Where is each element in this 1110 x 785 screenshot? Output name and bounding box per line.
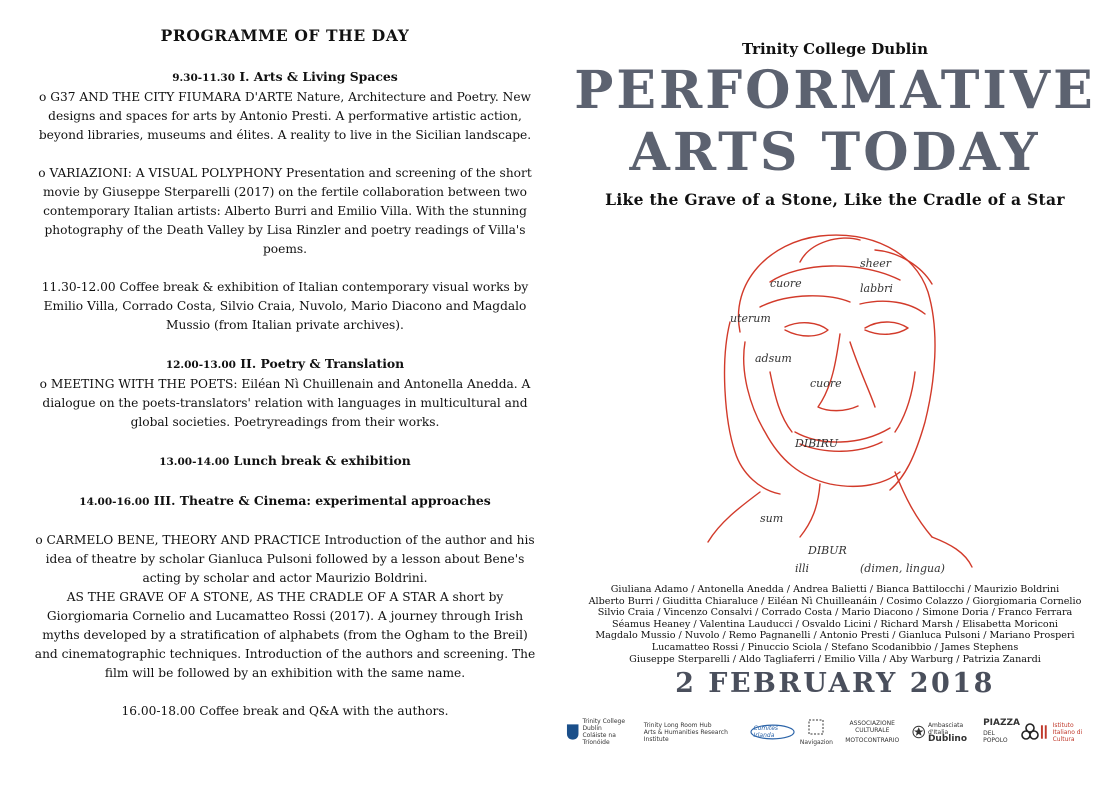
sketch-word-4: DIBUR [808,544,847,557]
sketch-word-10: adsum [755,352,792,365]
sponsor-logos [566,714,1104,750]
poster-title-line-1: PERFORMATIVE [574,60,1096,121]
session-2-item-1: o MEETING WITH THE POETS: Eiléan Nì Chuillenain and Antonella Anedda. A dialogue on the poets-translators' relation with languages in multicultural and global societies. Poetryreadings from their works. [39,377,531,429]
dashed-square-icon [807,718,825,736]
logo-text-2b: Arts & Humanities Research Institute [643,728,728,743]
poster-column [560,0,1110,785]
programme-column [30,26,540,721]
logo-text-6b: Dublino [927,733,968,744]
participants-line-1: Giuliana Adamo / Antonella Anedda / Andrea Balietti / Bianca Battilocchi / Maurizio Boldrini [610,584,1060,595]
coffee-break-1: 11.30-12.00 Coffee break & exhibition of Italian contemporary visual works by Emilio Villa, Corrado Costa, Silvio Craia, Nuvolo, Mario Diacono and Magdalo Mussio (from Italian private archives). [41,280,529,332]
logo-text-1a: Trinity College Dublin [582,718,626,732]
session-3-title: III. Theatre & Cinema: experimental approaches [153,493,491,508]
logo-text-5b: MOTOCONTRARIO [845,737,900,744]
session-1-time: 9.30-11.30 [172,72,236,84]
logo-comites [750,724,799,740]
logo-text-4: Navigazion [799,739,833,746]
sketch-word-5: labbri [860,282,893,295]
sketch-word-7: illi [795,562,810,575]
closing-session: 16.00-18.00 Coffee break and Q&A with the authors. [121,704,449,718]
session-1-item-2: o VARIAZIONI: A VISUAL POLYPHONY Presentation and screening of the short movie by Giuseppe Sterparelli (2017) on the fertile collaboration between two contemporary Italian artists: Alberto Burri and Emilio Villa. With the stunning photography of the Death Valley by Lisa Rinzler and poetry readings of Villa's poems. [38,166,532,256]
sketch-word-3: DIBIRU [795,437,839,450]
session-2-time: 12.00-13.00 [165,359,236,371]
session-1-heading [30,67,540,88]
session-2-heading [30,354,540,375]
session-3-heading [30,491,540,512]
participants-line-4: Séamus Heaney / Valentina Lauducci / Osvaldo Licini / Richard Marsh / Elisabetta Moriconi [612,618,1058,630]
session-3-item-1: o CARMELO BENE, THEORY AND PRACTICE Introduction of the author and his idea of theatre by scholar Gianluca Pulsoni followed by a lesson about Bene's acting by scholar and actor Maurizio Boldrini. [35,533,535,585]
participants-line-7: Giuseppe Sterparelli / Aldo Tagliaferri / Emilio Villa / Aby Warburg / Patrizia Zanardi [629,653,1041,665]
logo-text-6a: Ambasciata d'Italia [927,721,964,736]
participants-list [560,584,1110,665]
session-1-title: I. Arts & Living Spaces [239,69,398,84]
logo-text-1b: Coláiste na Tríonóide [582,732,616,746]
session-3-item-2: AS THE GRAVE OF A STONE, AS THE CRADLE OF A STAR A short by Giorgiomaria Cornelio and Lucamatteo Rossi (2017). A journey through Irish myths developed by a stratification of alphabets (from the Ogham to the Breil) and cinematographic techniques. Introduction of the authors and screening. The film will be followed by an exhibition with the same name. [34,590,536,680]
sketch-word-2: cuore [810,377,842,390]
institution-name: Trinity College Dublin [742,40,928,58]
sketch-word-8: sum [760,512,784,525]
logo-piazza [983,720,1020,744]
logo-trinity-college [566,718,644,746]
logo-text-7a: PIAZZA [983,718,1021,728]
participants-line-3: Silvio Craia / Vincenzo Consalvi / Corrado Costa / Mario Diacono / Simone Doria / Franco Ferrara [597,607,1073,619]
logo-navigazion [800,718,833,746]
portrait-sketch-image [700,222,975,584]
logo-triskele [1020,722,1040,742]
sketch-word-9: sheer [860,257,892,270]
emblem-icon [912,723,925,741]
crest-icon [566,723,579,741]
logo-text-2a: Trinity Long Room Hub [643,721,712,729]
poster-title-line-2: ARTS TODAY [629,122,1041,183]
lunch-heading [30,451,540,472]
logo-text-9b: Italiano di Cultura [1052,728,1083,743]
session-2-title: II. Poetry & Translation [240,356,405,371]
columns-icon [1040,723,1050,741]
triskele-icon [1020,722,1040,742]
logo-text-7b: DEL POPOLO [983,730,1008,744]
logo-text-9a: Istituto [1052,721,1074,729]
lunch-time: 13.00-14.00 [159,456,230,468]
participants-line-5: Magdalo Mussio / Nuvolo / Remo Pagnanelli / Antonio Presti / Gianluca Pulsoni / Mariano Prosperi [595,630,1075,642]
sketch-word-6: uterum [730,312,771,325]
sketch-word-1: cuore [770,277,802,290]
lunch-title: Lunch break & exhibition [233,453,411,468]
poster-subtitle: Like the Grave of a Stone, Like the Cradle of a Star [605,190,1065,209]
participants-line-6: Lucamatteo Rossi / Pinuccio Sciola / Stefano Scodanibbio / James Stephens [651,641,1019,653]
logo-ambasciata [912,722,984,743]
sketch-word-11: (dimen, lingua) [860,562,945,575]
participants-line-2: Alberto Burri / Giuditta Chiaraluce / Eiléan Nì Chuilleanáin / Cosimo Colazzo / Giorgiomaria Cornelio [588,595,1082,607]
logo-motocontrario [833,720,912,744]
logo-text-3: Comites Irlanda [753,725,779,739]
session-1-item-1: o G37 AND THE CITY FIUMARA D'ARTE Nature, Architecture and Poetry. New designs and spaces for arts by Antonio Presti. A performative artistic action, beyond libraries, museums and élites. A reality to live in the Sicilian landscape. [38,90,532,142]
programme-title: PROGRAMME OF THE DAY [160,26,410,45]
logo-text-5a: ASSOCIAZIONE CULTURALE [849,720,895,734]
event-date: 2 FEBRUARY 2018 [675,668,995,699]
session-3-time: 14.00-16.00 [79,496,150,508]
logo-istituto-cultura [1040,722,1104,743]
logo-long-room-hub [644,722,751,743]
